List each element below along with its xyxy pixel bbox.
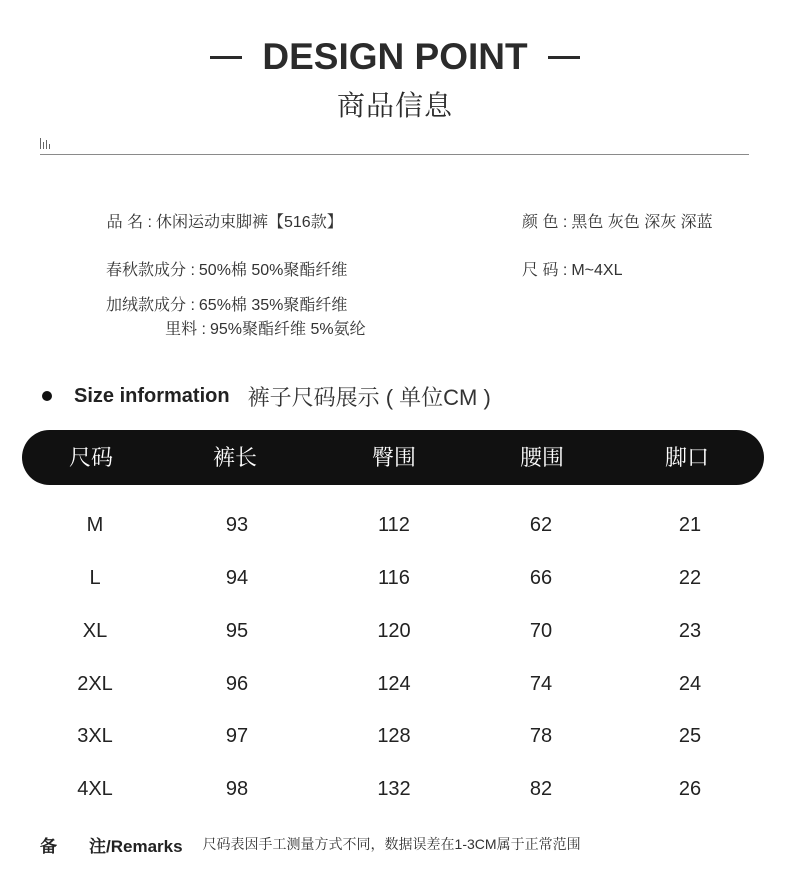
cell-hip: 124 [377, 673, 411, 695]
lining-composition [106, 316, 366, 339]
cell-length: 93 [225, 514, 249, 536]
cell-waist: 62 [529, 514, 553, 536]
title-row [0, 32, 790, 82]
lining-composition-value: 95%聚酯纤维 5%氨纶 [210, 321, 366, 338]
product-name-label: 品 名 : [106, 214, 152, 231]
header-length: 裤长 [212, 445, 257, 470]
cell-waist: 82 [529, 778, 553, 800]
size-heading-cn: 裤子尺码展示 ( 单位CM ) [247, 384, 491, 410]
header-waist: 腰围 [519, 445, 564, 470]
page-subtitle: 商品信息 [336, 90, 453, 121]
size-label: 尺 码 : [522, 262, 568, 279]
cell-waist: 70 [529, 620, 553, 642]
remarks-label-a: 备 [40, 836, 57, 856]
header-hip: 臀围 [371, 445, 416, 470]
header-hem: 脚口 [664, 445, 709, 470]
color-info [522, 209, 713, 232]
spring-composition-label: 春秋款成分 : [106, 262, 195, 279]
cell-hem: 24 [678, 673, 702, 695]
cell-waist: 78 [529, 725, 553, 747]
cell-hem: 22 [678, 567, 702, 589]
page-title: DESIGN POINT [262, 36, 528, 77]
cell-size: 2XL [77, 673, 113, 695]
cell-hip: 112 [378, 514, 410, 536]
size-heading-en: Size information [74, 384, 230, 407]
cell-length: 95 [225, 620, 249, 642]
remarks [40, 832, 581, 856]
title-dash-right [548, 56, 580, 59]
cell-length: 94 [225, 567, 249, 589]
fleece-composition-value: 65%棉 35%聚酯纤维 [198, 297, 348, 314]
cell-waist: 74 [529, 673, 553, 695]
bar-chart-icon [40, 138, 54, 149]
cell-hem: 26 [678, 778, 702, 800]
cell-size: M [86, 514, 104, 536]
divider [40, 154, 749, 155]
cell-size: L [89, 567, 101, 589]
table-row [0, 558, 790, 598]
product-name-value: 休闲运动束脚裤【516款】 [156, 214, 343, 231]
size-heading [42, 380, 491, 412]
bullet-icon [42, 391, 52, 401]
cell-hip: 132 [377, 778, 411, 800]
lining-composition-label: 里料 : [165, 321, 206, 338]
cell-length: 98 [225, 778, 249, 800]
title-dash-left [210, 56, 242, 59]
color-label: 颜 色 : [522, 214, 568, 231]
cell-size: XL [82, 620, 108, 642]
table-row [0, 716, 790, 756]
color-value: 黑色 灰色 深灰 深蓝 [571, 214, 713, 231]
cell-waist: 66 [529, 567, 553, 589]
cell-size: 3XL [77, 725, 113, 747]
cell-hem: 25 [678, 725, 702, 747]
cell-hip: 128 [377, 725, 411, 747]
table-row [0, 611, 790, 651]
remarks-text: 尺码表因手工测量方式不同，数据误差在1-3CM属于正常范围 [202, 836, 581, 852]
cell-size: 4XL [77, 778, 113, 800]
table-row [0, 664, 790, 704]
product-name [106, 209, 343, 232]
remarks-label [40, 832, 183, 857]
spring-composition-value: 50%棉 50%聚酯纤维 [198, 262, 348, 279]
cell-hem: 21 [678, 514, 702, 536]
fleece-composition-label: 加绒款成分 : [106, 297, 195, 314]
size-table-header [22, 430, 764, 485]
cell-hip: 120 [377, 620, 411, 642]
fleece-composition [106, 292, 347, 315]
table-row [0, 769, 790, 809]
header-size: 尺码 [68, 445, 113, 470]
size-info [522, 257, 622, 280]
spring-composition [106, 257, 347, 280]
size-value: M~4XL [571, 262, 623, 279]
cell-length: 97 [225, 725, 249, 747]
table-row [0, 505, 790, 545]
cell-hem: 23 [678, 620, 702, 642]
cell-length: 96 [225, 673, 249, 695]
remarks-label-b: 注/Remarks [89, 836, 183, 856]
cell-hip: 116 [378, 567, 410, 589]
